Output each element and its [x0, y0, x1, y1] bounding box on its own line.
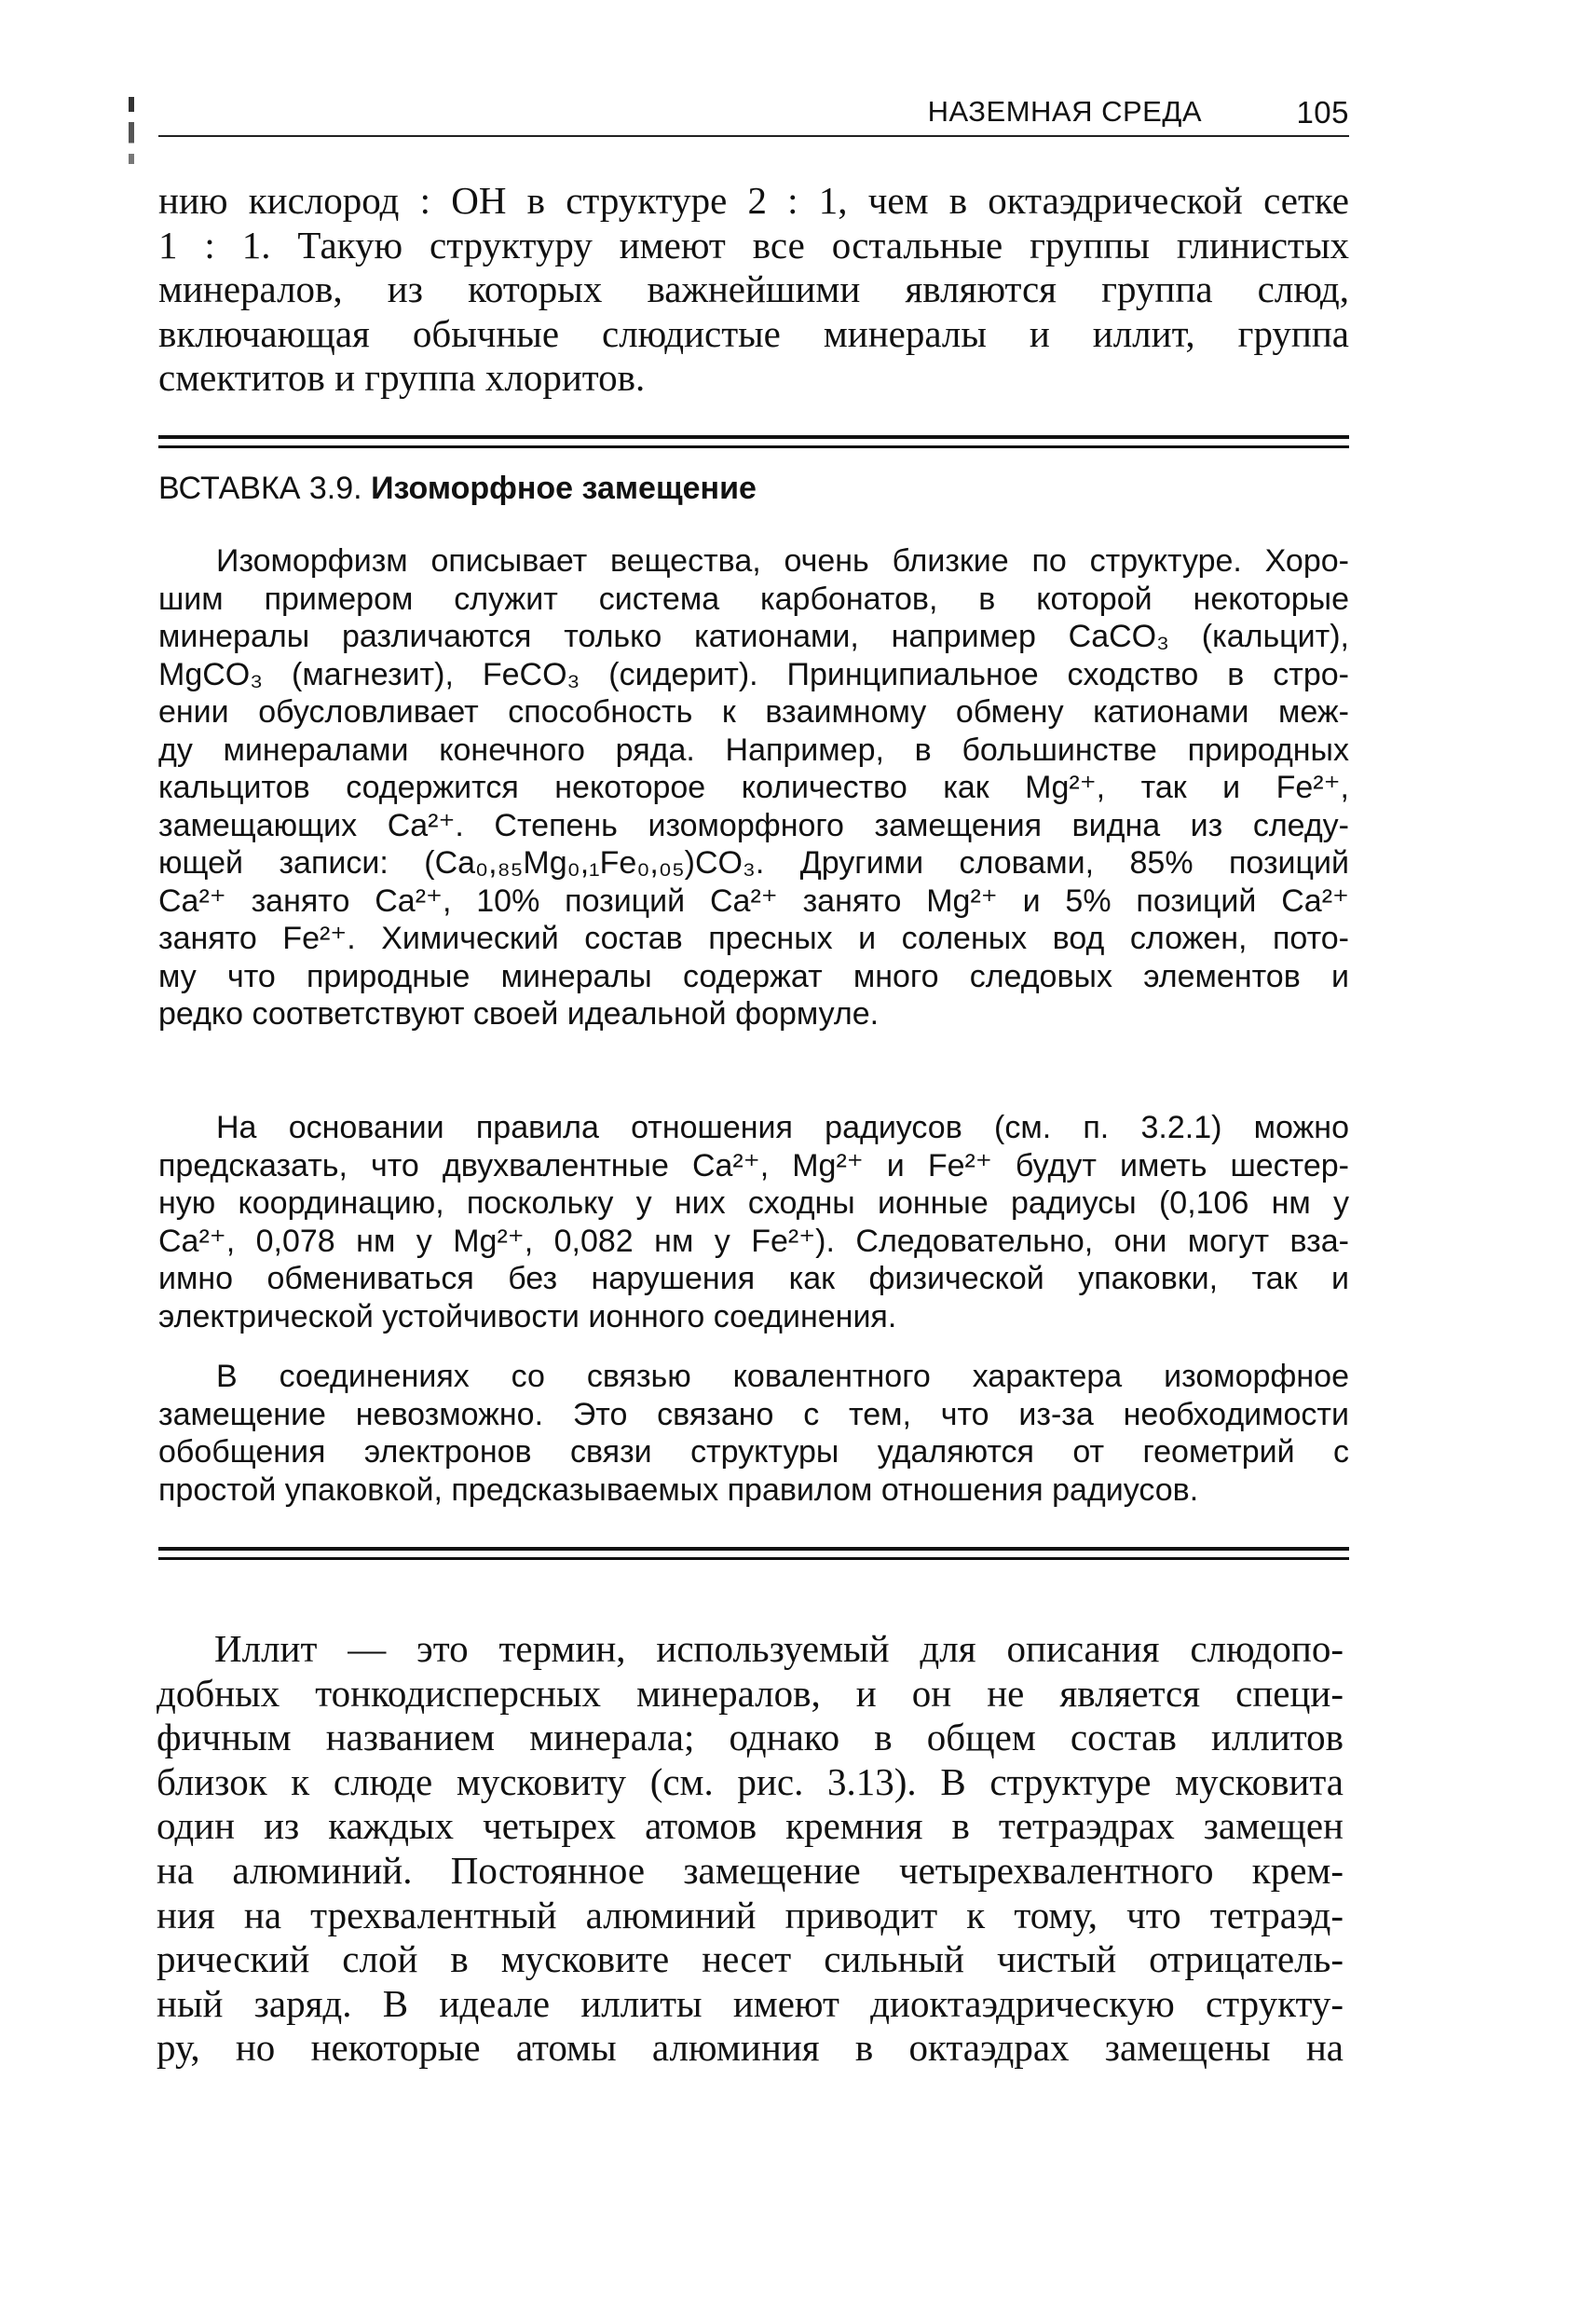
text-line: на алюминий. Постоянное замещение четырехвалентного крем- [157, 1848, 1344, 1892]
text-line: MgCO₃ (магнезит), FeCO₃ (сидерит). Принципиальное сходство в стро- [158, 656, 1349, 692]
text-line: ру, но некоторые атомы алюминия в октаэдрах замещены на [157, 2026, 1344, 2070]
text-line: Ca²⁺, 0,078 нм у Mg²⁺, 0,082 нм у Fe²⁺). Следовательно, они могут вза- [158, 1223, 1349, 1259]
box-top-rule [158, 435, 1349, 448]
text-line: смектитов и группа хлоритов. [158, 356, 646, 400]
box-bottom-rule [158, 1547, 1349, 1560]
text-line: кальцитов содержится некоторое количество как Mg²⁺, так и Fe²⁺, [158, 770, 1349, 805]
text-line: обобщения электронов связи структуры удаляются от геометрий с [158, 1434, 1349, 1470]
text-line: предсказать, что двухвалентные Ca²⁺, Mg²⁺ и Fe²⁺ будут иметь шестер- [158, 1147, 1349, 1183]
text-line: нию кислород : ОН в структуре 2 : 1, чем в октаэдрической сетке [158, 179, 1349, 222]
text-line: замещение невозможно. Это связано с тем, что из-за необходимости [158, 1396, 1349, 1432]
text-line: Ca²⁺ занято Ca²⁺, 10% позиций Ca²⁺ занято Mg²⁺ и 5% позиций Ca²⁺ [158, 882, 1349, 919]
text-line: занято Fe²⁺. Химический состав пресных и соленых вод сложен, пото- [158, 921, 1349, 956]
box-heading [158, 471, 1349, 507]
text-line: В соединениях со связью ковалентного характера изоморфное [216, 1359, 1349, 1394]
text-line: добных тонкодисперсных минералов, и он не является специ- [157, 1671, 1344, 1715]
text-line: ющей записи: (Ca₀,₈₅Mg₀,₁Fe₀,₀₅)CO₃. Другими словами, 85% позиций [158, 845, 1349, 881]
text-line: ду минералами конечного ряда. Например, в большинстве природных [158, 732, 1349, 768]
text-line: рический слой в мусковите несет сильный чистый отрицатель- [157, 1937, 1344, 1981]
text-line: простой упаковкой, предсказываемых правилом отношения радиусов. [158, 1471, 1199, 1508]
text-line: ении обусловливает способность к взаимному обмену катионами меж- [158, 694, 1349, 730]
text-line: Иллит — это термин, используемый для описания слюдопо- [214, 1627, 1344, 1670]
text-line: один из каждых четырех атомов кремния в тетраэдрах замещен [157, 1804, 1344, 1848]
text-line: замещающих Ca²⁺. Степень изоморфного замещения видна из следу- [158, 807, 1349, 843]
text-line: включающая обычные слюдистые минералы и иллит, группа [158, 311, 1349, 355]
text-line: электрической устойчивости ионного соединения. [158, 1298, 897, 1334]
text-line: шим примером служит система карбонатов, в которой некоторые [158, 581, 1349, 617]
text-line: На основании правила отношения радиусов (см. п. 3.2.1) можно [216, 1110, 1349, 1145]
text-line: ния на трехвалентный алюминий приводит к тому, что тетраэд- [157, 1893, 1344, 1936]
text-line: минералов, из которых важнейшими являются группа слюд, [158, 267, 1349, 311]
text-line: Изоморфизм описывает вещества, очень близкие по структуре. Хоро- [216, 543, 1349, 579]
box-title: Изоморфное замещение [371, 471, 757, 506]
box-label: ВСТАВКА 3.9. [158, 471, 362, 506]
section-title: НАЗЕМНАЯ СРЕДА [927, 95, 1202, 128]
text-line: му что природные минералы содержат много следовых элементов и [158, 958, 1349, 994]
text-line: ную координацию, поскольку у них сходны ионные радиусы (0,106 нм у [158, 1185, 1349, 1221]
running-header [158, 89, 1349, 136]
margin-binding-mark [129, 97, 134, 181]
bottom-paragraph [157, 1627, 1344, 2071]
header-rule [158, 135, 1349, 137]
page-number: 105 [1296, 95, 1349, 130]
text-line: ный заряд. В идеале иллиты имеют диоктаэдрическую структу- [157, 1981, 1344, 2025]
text-line: редко соответствуют своей идеальной формуле. [158, 996, 880, 1032]
box-paragraph-1 [158, 542, 1349, 1033]
text-line: минералы различаются только катионами, например CaCO₃ (кальцит), [158, 619, 1349, 654]
text-line: фичным названием минерала; однако в общем состав иллитов [157, 1716, 1344, 1759]
text-line: имно обмениваться без нарушения как физической упаковки, так и [158, 1261, 1349, 1296]
box-paragraph-3 [158, 1358, 1349, 1509]
box-paragraph-2 [158, 1109, 1349, 1335]
text-line: близок к слюде мусковиту (см. рис. 3.13). В структуре мусковита [157, 1759, 1344, 1803]
top-paragraph [158, 179, 1349, 401]
text-line: 1 : 1. Такую структуру имеют все остальные группы глинистых [158, 223, 1349, 267]
